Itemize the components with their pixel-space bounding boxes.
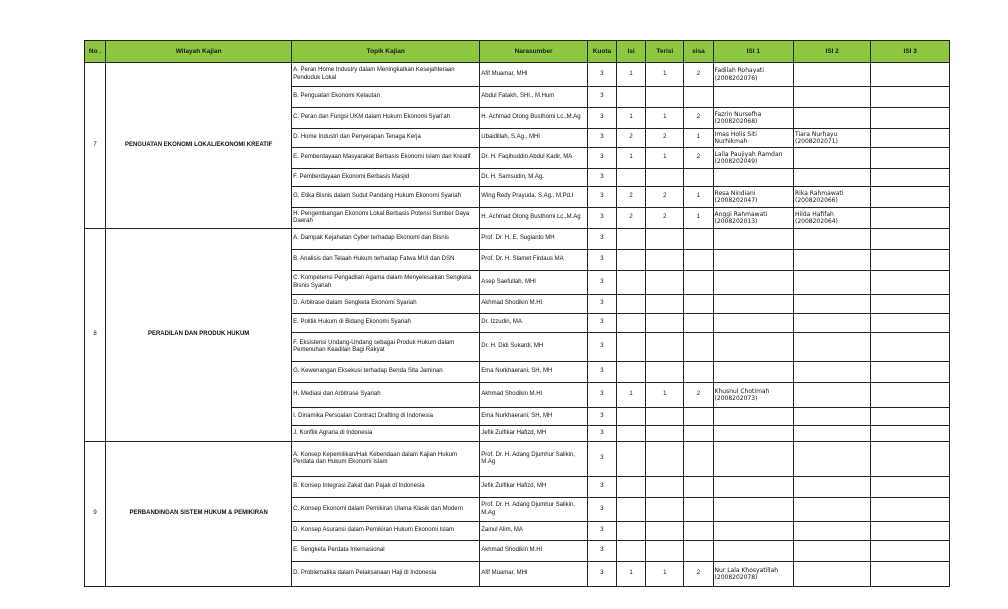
table-row (85, 229, 950, 250)
kuota-cell[interactable]: 3 (587, 498, 616, 522)
table-body (85, 63, 950, 587)
terisi-cell[interactable] (646, 169, 684, 187)
isi1-line: (2008202049) (714, 158, 758, 165)
terisi-cell[interactable]: 1 (646, 108, 684, 129)
isi2-cell[interactable] (794, 129, 871, 148)
sisa-cell[interactable] (684, 477, 713, 498)
spreadsheet (84, 40, 950, 587)
region-cell[interactable]: PERBANDINGAN SISTEM HUKUM & PEMIKIRAN (106, 442, 292, 587)
isi3-cell[interactable] (871, 271, 950, 295)
isi3-cell[interactable] (871, 442, 950, 477)
speaker-cell[interactable]: Zainul Alim, MA (480, 522, 588, 541)
terisi-cell[interactable] (646, 477, 684, 498)
isi1-line: (2008202068) (714, 118, 758, 125)
isi2-cell[interactable] (794, 541, 871, 562)
isi1-line: Anggi Rahmawati (714, 210, 768, 218)
group-number-cell[interactable]: 7 (85, 63, 106, 229)
isi2-cell[interactable] (794, 148, 871, 169)
terisi-cell[interactable]: 1 (646, 562, 684, 587)
isi1-cell[interactable] (713, 498, 793, 522)
isi1-cell[interactable] (713, 208, 793, 229)
isi1-cell[interactable] (713, 477, 793, 498)
col-header-terisi[interactable]: Terisi (646, 41, 684, 63)
isi1-cell[interactable] (713, 295, 793, 314)
terisi-cell[interactable] (646, 426, 684, 442)
sisa-cell[interactable]: 1 (684, 129, 713, 148)
isi1-cell[interactable] (713, 408, 793, 426)
col-header-isi3[interactable]: ISI 3 (871, 41, 950, 63)
isi-cell[interactable] (617, 169, 646, 187)
isi3-cell[interactable] (871, 426, 950, 442)
sisa-cell[interactable]: 1 (684, 208, 713, 229)
isi2-cell[interactable] (794, 169, 871, 187)
isi1-cell[interactable] (713, 383, 793, 408)
terisi-cell[interactable] (646, 362, 684, 383)
terisi-cell[interactable]: 1 (646, 383, 684, 408)
isi-cell[interactable] (617, 333, 646, 362)
isi1-cell[interactable] (713, 522, 793, 541)
isi2-cell[interactable] (794, 229, 871, 250)
isi3-cell[interactable] (871, 498, 950, 522)
isi-cell[interactable] (617, 271, 646, 295)
topic-cell[interactable]: E. Sengketa Perdata Internasional (292, 541, 480, 562)
sisa-cell[interactable] (684, 229, 713, 250)
kuota-cell[interactable]: 3 (587, 229, 616, 250)
kuota-cell[interactable]: 3 (587, 333, 616, 362)
isi3-cell[interactable] (871, 208, 950, 229)
isi-cell[interactable] (617, 426, 646, 442)
topic-cell[interactable]: C. Peran dan Fungsi UKM dalam Hukum Ekonomi Syari'ah (292, 108, 480, 129)
isi-cell[interactable]: 1 (617, 383, 646, 408)
sisa-cell[interactable] (684, 362, 713, 383)
speaker-cell[interactable]: Dr. H. Samsudin, M.Ag. (480, 169, 588, 187)
isi1-cell[interactable] (713, 442, 793, 477)
isi1-line: Laila Paujiyah Ramdan (714, 150, 783, 158)
isi1-cell[interactable] (713, 333, 793, 362)
isi1-cell[interactable] (713, 187, 793, 208)
topic-cell[interactable]: H. Mediasi dan Arbitrase Syariah (292, 383, 480, 408)
kuota-cell[interactable]: 3 (587, 362, 616, 383)
topic-cell[interactable]: G. Etika Bisnis dalam Sudut Pandang Hukum Ekonomi Syariah (292, 187, 480, 208)
speaker-cell[interactable]: Dr. H. Didi Sukardi, MH (480, 333, 588, 362)
isi-cell[interactable]: 2 (617, 187, 646, 208)
speaker-cell[interactable]: Akhmad Shodikin M.HI (480, 541, 588, 562)
speaker-cell[interactable]: Prof. Dr. H. Adang Djumhur Salikin, M.Ag (480, 442, 588, 477)
isi1-line: (2008202073) (714, 395, 758, 402)
kuota-cell[interactable]: 3 (587, 295, 616, 314)
isi3-cell[interactable] (871, 169, 950, 187)
kuota-cell[interactable]: 3 (587, 426, 616, 442)
isi2-cell[interactable] (794, 362, 871, 383)
topic-cell[interactable]: D. Arbitrase dalam Sengketa Ekonomi Syariah (292, 295, 480, 314)
speaker-cell[interactable]: Jefik Zulfikar Hafizd, MH (480, 426, 588, 442)
topic-cell[interactable]: B. Konsep Integrasi Zakat dan Pajak di Indonesia (292, 477, 480, 498)
topic-cell[interactable]: E. Politik Hukum di Bidang Ekonomi Syariah (292, 314, 480, 333)
col-header-kuota[interactable]: Kuota (587, 41, 616, 63)
isi1-cell[interactable] (713, 314, 793, 333)
col-header-narasumber[interactable]: Narasumber (480, 41, 588, 63)
sisa-cell[interactable] (684, 169, 713, 187)
isi2-cell[interactable] (794, 271, 871, 295)
isi2-cell[interactable] (794, 250, 871, 271)
isi1-cell[interactable] (713, 63, 793, 87)
isi-cell[interactable] (617, 442, 646, 477)
terisi-cell[interactable]: 1 (646, 148, 684, 169)
sisa-cell[interactable] (684, 426, 713, 442)
terisi-cell[interactable]: 2 (646, 208, 684, 229)
kuota-cell[interactable]: 3 (587, 63, 616, 87)
isi2-line: (2008202066) (795, 197, 838, 204)
kuota-cell[interactable]: 3 (587, 148, 616, 169)
sisa-cell[interactable]: 2 (684, 383, 713, 408)
isi3-cell[interactable] (871, 333, 950, 362)
sisa-cell[interactable] (684, 442, 713, 477)
kuota-cell[interactable]: 3 (587, 383, 616, 408)
speaker-cell[interactable]: Jefik Zulfikar Hafizd, MH (480, 477, 588, 498)
terisi-cell[interactable] (646, 271, 684, 295)
col-header-sisa[interactable]: sisa (684, 41, 713, 63)
sisa-cell[interactable] (684, 87, 713, 108)
sisa-cell[interactable]: 1 (684, 187, 713, 208)
speaker-cell[interactable]: Akhmad Shodikin M.HI (480, 383, 588, 408)
isi-cell[interactable] (617, 477, 646, 498)
speaker-cell[interactable]: Afif Muamar, MHI (480, 562, 588, 587)
sisa-cell[interactable]: 2 (684, 63, 713, 87)
sisa-cell[interactable] (684, 333, 713, 362)
speaker-cell[interactable]: Dr. H. Faqihuddin Abdul Kadir, MA (480, 148, 588, 169)
isi-cell[interactable] (617, 541, 646, 562)
topic-cell[interactable]: E. Pemberdayaan Masyarakat Berbasis Ekonomi Islam dan Kreatif (292, 148, 480, 169)
topic-cell[interactable]: C. Kompetensi Pengadilan Agama dalam Menyelesaikan Sengketa Bisnis Syariah (292, 271, 480, 295)
speaker-cell[interactable]: Ubaidillah, S.Ag., MHI (480, 129, 588, 148)
topic-cell[interactable]: J. Konflik Agraria di Indonesia (292, 426, 480, 442)
isi2-line: Tiara Nurhayu (795, 130, 838, 138)
col-header-isi1[interactable]: ISI 1 (713, 41, 793, 63)
terisi-cell[interactable] (646, 314, 684, 333)
isi2-line: Rika Rahmawati (795, 189, 844, 197)
region-cell[interactable]: PENGUATAN EKONOMI LOKAL/EKONOMI KREATIF (106, 63, 292, 229)
isi-cell[interactable] (617, 295, 646, 314)
sisa-cell[interactable] (684, 522, 713, 541)
isi3-cell[interactable] (871, 408, 950, 426)
isi1-line: Nur Lala Khosyatillah (714, 566, 779, 574)
isi-cell[interactable] (617, 229, 646, 250)
terisi-cell[interactable] (646, 522, 684, 541)
speaker-cell[interactable]: Ema Nurkhaerani, SH, MH (480, 362, 588, 383)
kuota-cell[interactable]: 3 (587, 477, 616, 498)
region-cell[interactable]: PERADILAN DAN PRODUK HUKUM (106, 229, 292, 442)
isi1-cell[interactable] (713, 87, 793, 108)
kajian-table (84, 40, 950, 587)
terisi-cell[interactable] (646, 250, 684, 271)
terisi-cell[interactable] (646, 87, 684, 108)
terisi-cell[interactable] (646, 498, 684, 522)
group-number-cell[interactable]: 9 (85, 442, 106, 587)
header-row (85, 41, 950, 63)
kuota-cell[interactable]: 3 (587, 208, 616, 229)
isi-cell[interactable]: 1 (617, 148, 646, 169)
topic-cell[interactable]: A. Konsep Kepemilikan/Hak Kebendaan dalam Kajian Hukum Perdata dan Hukum Ekonomi Islam (292, 442, 480, 477)
isi3-cell[interactable] (871, 541, 950, 562)
isi1-cell[interactable] (713, 250, 793, 271)
topic-cell[interactable]: D. Problematika dalam Pelaksanaan Haji di Indonesia (292, 562, 480, 587)
topic-cell[interactable]: F. Eksistensi Undang-Undang sebagai Produk Hukum dalam Pemenuhan Keadilan Bagi Rakyat (292, 333, 480, 362)
isi2-cell[interactable] (794, 522, 871, 541)
isi1-cell[interactable] (713, 229, 793, 250)
sisa-cell[interactable] (684, 250, 713, 271)
speaker-cell[interactable]: Afif Muamar, MHI (480, 63, 588, 87)
isi2-cell[interactable] (794, 333, 871, 362)
topic-cell[interactable]: A. Peran Home Industry dalam Meningkatkan Kesejahteraan Penduduk Lokal (292, 63, 480, 87)
isi1-line: Imas Holis Siti (714, 130, 757, 138)
terisi-cell[interactable]: 2 (646, 129, 684, 148)
kuota-cell[interactable]: 3 (587, 169, 616, 187)
speaker-cell[interactable]: Prof. Dr. H. E. Sugianto MH (480, 229, 588, 250)
isi3-cell[interactable] (871, 362, 950, 383)
isi2-cell[interactable] (794, 426, 871, 442)
col-header-isi2[interactable]: ISI 2 (794, 41, 871, 63)
isi3-cell[interactable] (871, 108, 950, 129)
isi2-cell[interactable] (794, 108, 871, 129)
topic-cell[interactable]: I. Dinamika Persoalan Contract Drafting di Indonesia (292, 408, 480, 426)
isi1-line: (2008202076) (714, 74, 758, 82)
speaker-cell[interactable]: Dr. Izzudin, MA (480, 314, 588, 333)
speaker-cell[interactable]: Akhmad Shodikin M.HI (480, 295, 588, 314)
isi-cell[interactable]: 2 (617, 129, 646, 148)
isi1-cell[interactable] (713, 562, 793, 587)
isi3-cell[interactable] (871, 250, 950, 271)
col-header-no[interactable]: No . (85, 41, 106, 63)
kuota-cell[interactable]: 3 (587, 187, 616, 208)
speaker-cell[interactable]: H. Achmad Otong Busthomi Lc.,M.Ag (480, 208, 588, 229)
isi-cell[interactable] (617, 250, 646, 271)
isi1-line: (2008202013) (714, 218, 758, 225)
isi1-cell[interactable] (713, 362, 793, 383)
col-header-isi[interactable]: Isi (617, 41, 646, 63)
isi2-cell[interactable] (794, 442, 871, 477)
isi1-cell[interactable] (713, 541, 793, 562)
isi-cell[interactable]: 1 (617, 63, 646, 87)
kuota-cell[interactable]: 3 (587, 314, 616, 333)
isi1-line: Fadilah Rohayati (714, 67, 764, 75)
isi-cell[interactable] (617, 87, 646, 108)
isi-cell[interactable] (617, 362, 646, 383)
isi3-cell[interactable] (871, 63, 950, 87)
kuota-cell[interactable]: 3 (587, 541, 616, 562)
isi1-line: Nurhikmah (714, 138, 748, 145)
speaker-cell[interactable]: Ema Nurkhaerani, SH, MH (480, 408, 588, 426)
speaker-cell[interactable]: Prof. Dr. H. Adang Djumhur Salikin, M.Ag (480, 498, 588, 522)
terisi-cell[interactable] (646, 229, 684, 250)
sisa-cell[interactable] (684, 314, 713, 333)
isi1-line: Resa Nindiani (714, 189, 756, 197)
kuota-cell[interactable]: 3 (587, 129, 616, 148)
topic-cell[interactable]: D. Home Industri dan Penyerapan Tenaga Kerja (292, 129, 480, 148)
topic-cell[interactable]: C. Konsep Ekonomi dalam Pemikiran Ulama Klasik dan Modern (292, 498, 480, 522)
terisi-cell[interactable] (646, 295, 684, 314)
isi3-cell[interactable] (871, 314, 950, 333)
kuota-cell[interactable]: 3 (587, 108, 616, 129)
isi-cell[interactable] (617, 522, 646, 541)
isi2-cell[interactable] (794, 87, 871, 108)
topic-cell[interactable]: F. Pemberdayaan Ekonomi Berbasis Masjid (292, 169, 480, 187)
isi3-cell[interactable] (871, 148, 950, 169)
table-row (85, 63, 950, 87)
isi1-cell[interactable] (713, 169, 793, 187)
isi3-cell[interactable] (871, 229, 950, 250)
terisi-cell[interactable] (646, 442, 684, 477)
isi1-cell[interactable] (713, 271, 793, 295)
sisa-cell[interactable]: 2 (684, 562, 713, 587)
col-header-wilayah[interactable]: Wilayah Kajian (106, 41, 292, 63)
isi-cell[interactable]: 1 (617, 108, 646, 129)
isi1-line: (2008202078) (714, 574, 758, 581)
topic-cell[interactable]: D. Konsep Asuransi dalam Pemikiran Hukum Ekonomi Islam (292, 522, 480, 541)
topic-cell[interactable]: B. Penguatan Ekonomi Kelautan (292, 87, 480, 108)
isi-cell[interactable]: 2 (617, 208, 646, 229)
isi3-cell[interactable] (871, 562, 950, 587)
isi2-cell[interactable] (794, 208, 871, 229)
isi-cell[interactable] (617, 498, 646, 522)
kuota-cell[interactable]: 3 (587, 442, 616, 477)
isi3-cell[interactable] (871, 129, 950, 148)
sisa-cell[interactable] (684, 295, 713, 314)
kuota-cell[interactable]: 3 (587, 522, 616, 541)
isi2-cell[interactable] (794, 477, 871, 498)
isi3-cell[interactable] (871, 522, 950, 541)
topic-cell[interactable]: A. Dampak Kejahatan Cyber terhadap Ekonomi dan Bisnis (292, 229, 480, 250)
speaker-cell[interactable]: Wing Redy Prayuda, S.Ag., M.Pd.I (480, 187, 588, 208)
isi3-cell[interactable] (871, 187, 950, 208)
sisa-cell[interactable] (684, 271, 713, 295)
table-row (85, 442, 950, 477)
sisa-cell[interactable] (684, 541, 713, 562)
isi2-cell[interactable] (794, 295, 871, 314)
isi2-cell[interactable] (794, 314, 871, 333)
terisi-cell[interactable] (646, 541, 684, 562)
isi3-cell[interactable] (871, 383, 950, 408)
isi1-line: Fazrin Nursefha (714, 110, 762, 118)
kuota-cell[interactable]: 3 (587, 87, 616, 108)
sisa-cell[interactable] (684, 498, 713, 522)
terisi-cell[interactable]: 2 (646, 187, 684, 208)
topic-cell[interactable]: G. Kewenangan Eksekusi terhadap Benda Sita Jaminan (292, 362, 480, 383)
kuota-cell[interactable]: 3 (587, 250, 616, 271)
speaker-cell[interactable]: Prof. Dr. H. Slamet Firdaus MA (480, 250, 588, 271)
isi-cell[interactable] (617, 314, 646, 333)
isi-cell[interactable] (617, 408, 646, 426)
isi1-cell[interactable] (713, 108, 793, 129)
isi2-cell[interactable] (794, 408, 871, 426)
isi1-cell[interactable] (713, 148, 793, 169)
speaker-cell[interactable]: Asep Saefullah, MHI (480, 271, 588, 295)
group-number-cell[interactable]: 8 (85, 229, 106, 442)
isi3-cell[interactable] (871, 295, 950, 314)
kuota-cell[interactable]: 3 (587, 408, 616, 426)
isi3-cell[interactable] (871, 477, 950, 498)
isi2-cell[interactable] (794, 498, 871, 522)
isi-cell[interactable]: 1 (617, 562, 646, 587)
col-header-topik[interactable]: Topik Kajian (292, 41, 480, 63)
isi2-line: (2008202064) (795, 218, 838, 225)
topic-cell[interactable]: H. Pengembangan Ekonomi Lokal Berbasis Potensi Sumber Daya Daerah (292, 208, 480, 229)
sisa-cell[interactable]: 2 (684, 108, 713, 129)
isi2-cell[interactable] (794, 187, 871, 208)
speaker-cell[interactable]: Abdul Fatakh, SHI., M.Hum (480, 87, 588, 108)
isi2-cell[interactable] (794, 383, 871, 408)
terisi-cell[interactable] (646, 408, 684, 426)
isi2-cell[interactable] (794, 63, 871, 87)
isi1-cell[interactable] (713, 426, 793, 442)
isi2-line: Hilda Hafifah (795, 210, 834, 218)
sisa-cell[interactable]: 2 (684, 148, 713, 169)
isi1-line: Khusnul Chotimah (714, 387, 770, 395)
isi1-line: (2008202047) (714, 197, 758, 204)
kuota-cell[interactable]: 3 (587, 271, 616, 295)
sisa-cell[interactable] (684, 408, 713, 426)
kuota-cell[interactable]: 3 (587, 562, 616, 587)
speaker-cell[interactable]: H. Achmad Otong Busthomi Lc.,M.Ag (480, 108, 588, 129)
isi2-line: (2008202071) (795, 138, 838, 145)
topic-cell[interactable]: B. Analisis dan Telaah Hukum terhadap Fatwa MUI dan DSN (292, 250, 480, 271)
isi1-cell[interactable] (713, 129, 793, 148)
isi2-cell[interactable] (794, 562, 871, 587)
isi3-cell[interactable] (871, 87, 950, 108)
terisi-cell[interactable] (646, 333, 684, 362)
terisi-cell[interactable]: 1 (646, 63, 684, 87)
